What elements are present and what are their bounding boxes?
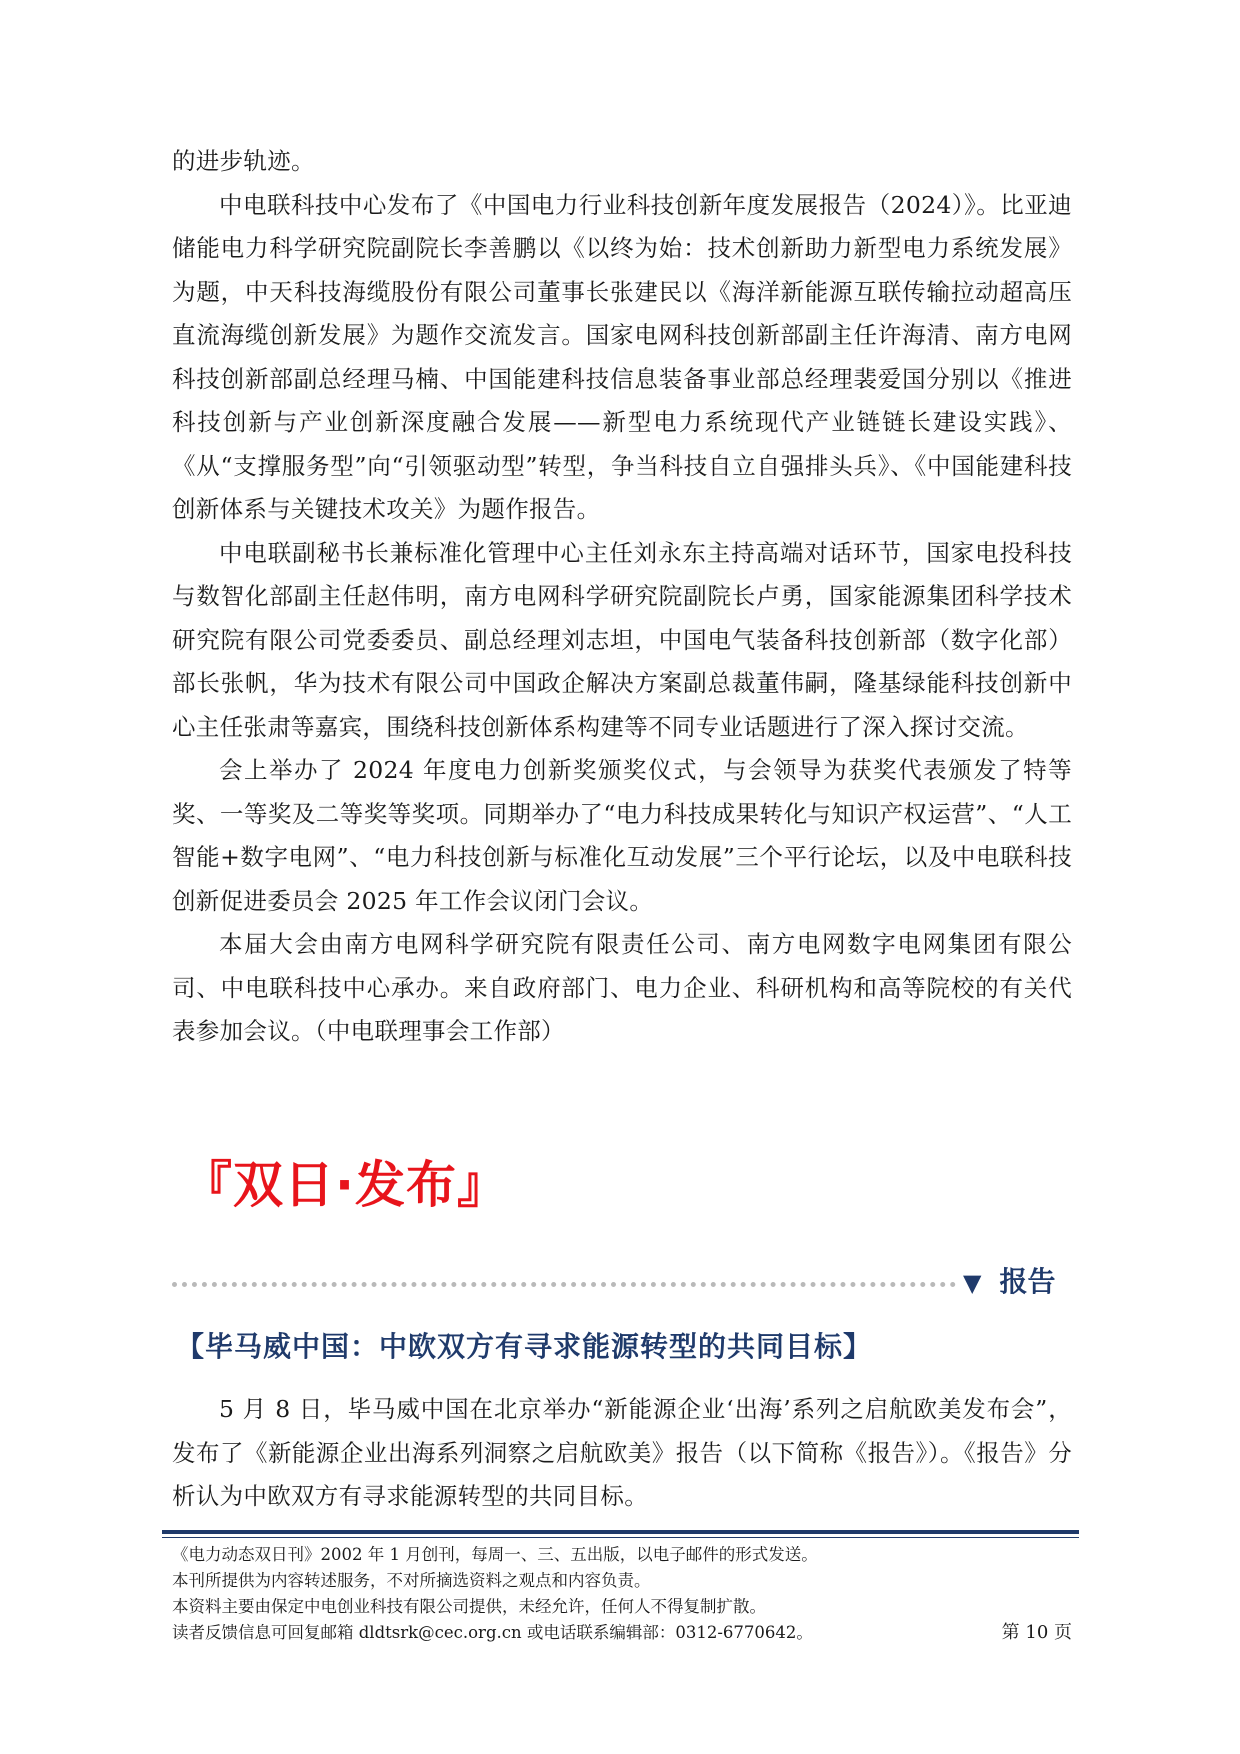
paragraph: 本届大会由南方电网科学研究院有限责任公司、南方电网数字电网集团有限公司、中电联科技中心承办。来自政府部门、电力企业、科研机构和高等院校的有关代表参加会议。（中电联理事会工作部）: [172, 930, 1072, 1045]
section-title: 『双日·发布』: [182, 1156, 508, 1214]
footer-line: 《电力动态双日刊》2002 年 1 月创刊，每周一、三、五出版，以电子邮件的形式发送。: [172, 1545, 818, 1564]
article-paragraph: 5 月 8 日，毕马威中国在北京举办“新能源企业‘出海’系列之启航欧美发布会”，发布了《新能源企业出海系列洞察之启航欧美》报告（以下简称《报告》）。《报告》分析认为中欧双方有寻求能源转型的共同目标。: [172, 1395, 1072, 1510]
category-label: 报告: [999, 1265, 1056, 1298]
down-triangle-icon: ▼: [963, 1269, 982, 1297]
body-text: [172, 140, 1072, 1054]
category-marker: [963, 1262, 1055, 1303]
paragraph: 中电联科技中心发布了《中国电力行业科技创新年度发展报告（2024）》。比亚迪储能电力科学研究院副院长李善鹏以《以终为始：技术创新助力新型电力系统发展》为题，中天科技海缆股份有限公司董事长张建民以《海洋新能源互联传输拉动超高压直流海缆创新发展》为题作交流发言。国家电网科技创新部副主任许海清、南方电网科技创新部副总经理马楠、中国能建科技信息装备事业部总经理裴爱国分别以《推进科技创新与产业创新深度融合发展——新型电力系统现代产业链链长建设实践》、《从“支撑服务型”向“引领驱动型”转型，争当科技自立自强排头兵》、《中国能建科技创新体系与关键技术攻关》为题作报告。: [172, 190, 1072, 523]
footer: [172, 1542, 1072, 1646]
paragraph: 中电联副秘书长兼标准化管理中心主任刘永东主持高端对话环节，国家电投科技与数智化部副主任赵伟明，南方电网科学研究院副院长卢勇，国家能源集团科学技术研究院有限公司党委委员、副总经理刘志坦，中国电气装备科技创新部（数字化部）部长张帆，华为技术有限公司中国政企解决方案副总裁董伟嗣，隆基绿能科技创新中心主任张肃等嘉宾，围绕科技创新体系构建等不同专业话题进行了深入探讨交流。: [172, 538, 1072, 741]
article-title: 【毕马威中国：中欧双方有寻求能源转型的共同目标】: [176, 1330, 873, 1363]
footer-rule: [162, 1530, 1079, 1534]
paragraph: 会上举办了 2024 年度电力创新奖颁奖仪式，与会领导为获奖代表颁发了特等奖、一等奖及二等奖等奖项。同期举办了“电力科技成果转化与知识产权运营”、“人工智能+数字电网”、“电力科技创新与标准化互动发展”三个平行论坛，以及中电联科技创新促进委员会 2025 年工作会议闭门会议。: [172, 756, 1072, 915]
footer-line: 本资料主要由保定中电创业科技有限公司提供，未经允许，任何人不得复制扩散。: [172, 1597, 766, 1616]
footer-line: 读者反馈信息可回复邮箱 dldtsrk@cec.org.cn 或电话联系编辑部：0312-6770642。: [172, 1623, 813, 1642]
dotted-divider: [172, 1282, 956, 1287]
footer-line: 本刊所提供为内容转述服务，不对所摘选资料之观点和内容负责。: [172, 1571, 651, 1590]
article-body: [172, 1388, 1072, 1519]
paragraph: 的进步轨迹。: [172, 147, 315, 175]
footer-rule-thin: [162, 1537, 1079, 1538]
page-number: 第 10 页: [1001, 1622, 1072, 1643]
